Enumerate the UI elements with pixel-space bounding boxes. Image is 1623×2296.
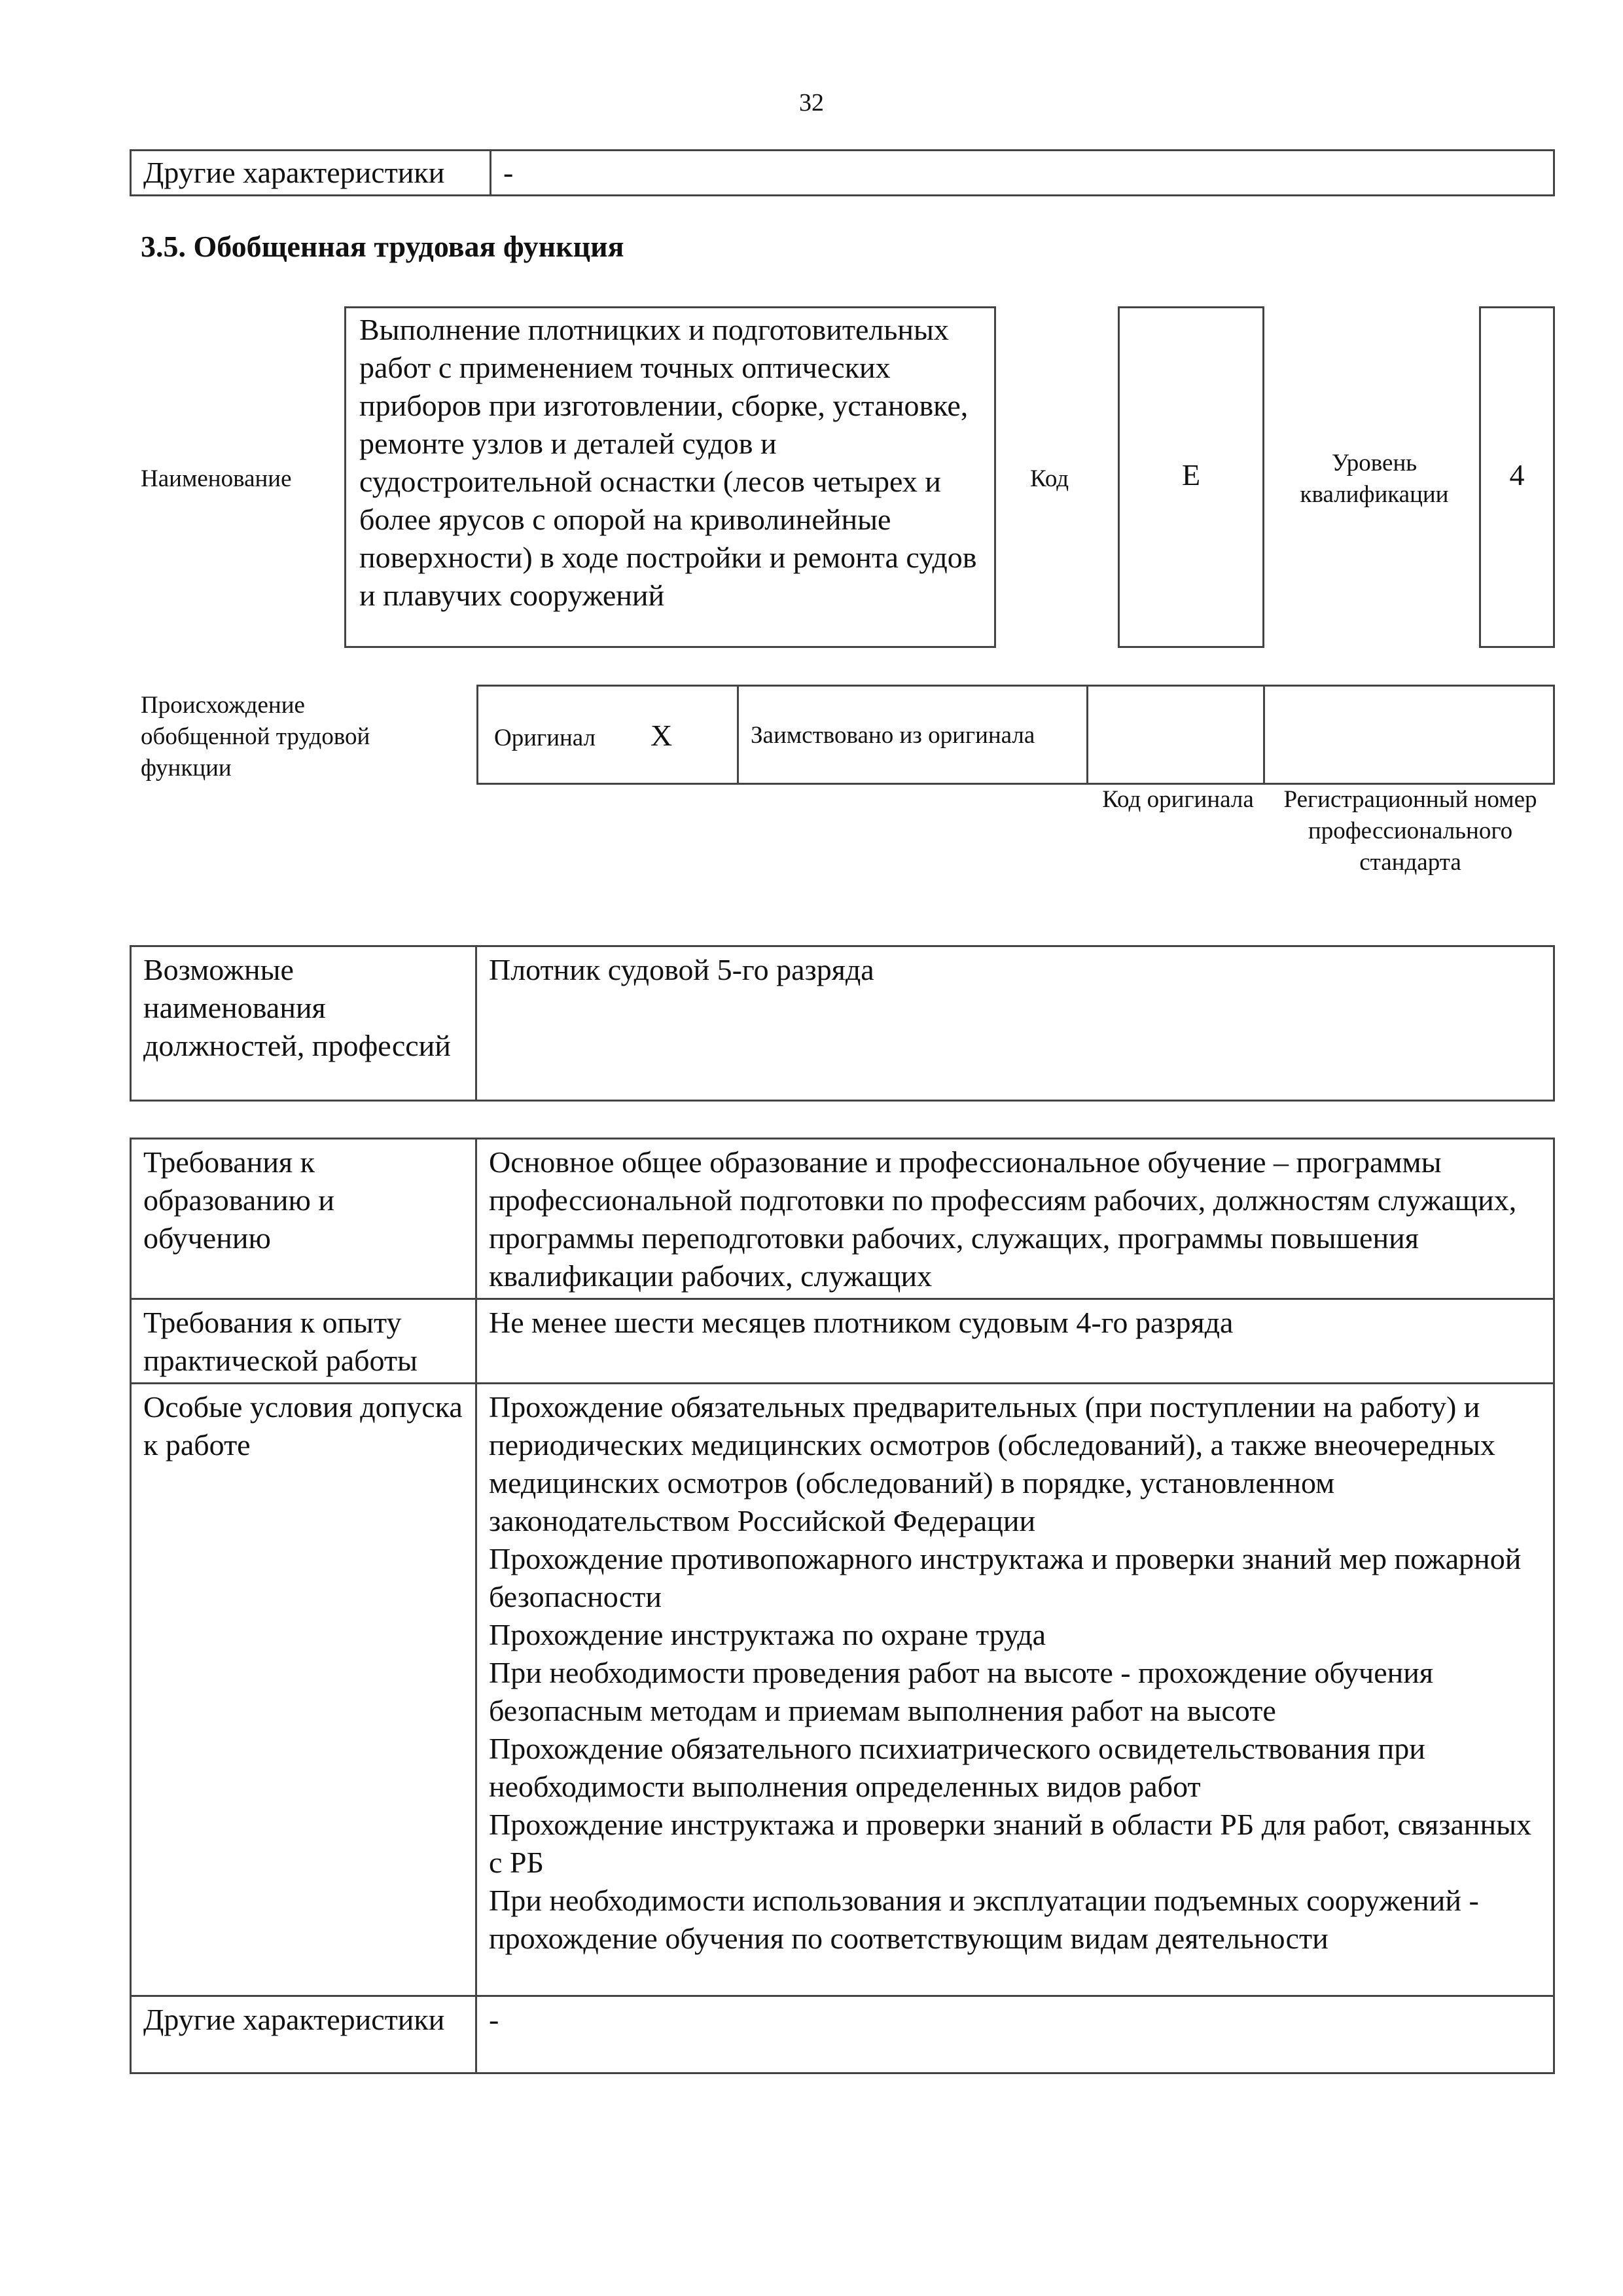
positions-value: Плотник судовой 5-го разряда — [476, 946, 1554, 1101]
other-characteristics-label: Другие характеристики — [131, 1996, 476, 2073]
positions-label: Возможные наименования должностей, профессий — [131, 946, 476, 1101]
other-characteristics-line: - — [489, 2003, 499, 2036]
experience-label: Требования к опыту практической работы — [131, 1299, 476, 1384]
code-label: Код — [1030, 465, 1069, 492]
borrowed-label: Заимствовано из оригинала — [738, 686, 1088, 784]
admission-line: Прохождение обязательных предварительных (при поступлении на работу) и периодических медицинских осмотров (обследований), а также внеочередных медицинских осмотров (обследований) в порядке, установленном законодательством Российской Федерации — [489, 1390, 1495, 1537]
origin-table — [476, 685, 1555, 785]
admission-line: Прохождение противопожарного инструктажа и проверки знаний мер пожарной безопасности — [489, 1542, 1522, 1613]
table-row — [131, 1384, 1554, 1996]
admission-line: Прохождение обязательного психиатрического освидетельствования при необходимости выполнения определенных видов работ — [489, 1732, 1425, 1803]
education-label: Требования к образованию и обучению — [131, 1139, 476, 1299]
origin-label: Происхождение обобщенной трудовой функции — [141, 692, 370, 781]
code-original-caption: Код оригинала — [1102, 786, 1254, 813]
education-value — [476, 1139, 1554, 1299]
level-box — [1479, 306, 1555, 648]
admission-line: При необходимости проведения работ на высоте - прохождение обучения безопасным методам и приемам выполнения работ на высоте — [489, 1656, 1434, 1727]
education-line: Основное общее образование и профессиональное обучение – программы профессиональной подготовки по профессиям рабочих, должностям служащих, программы переподготовки рабочих, служащих, программы повышения квалификации рабочих, служащих — [489, 1145, 1517, 1293]
positions-table — [130, 945, 1555, 1102]
admission-value — [476, 1384, 1554, 1996]
origin-code-cell — [1088, 686, 1264, 784]
admission-label: Особые условия допуска к работе — [131, 1384, 476, 1996]
origin-reg-cell — [1264, 686, 1554, 784]
function-name-box — [344, 306, 996, 648]
page-number: 32 — [799, 89, 824, 117]
top-other-value: - — [491, 151, 1554, 196]
top-other-label: Другие характеристики — [131, 151, 491, 196]
function-name-text: Выполнение плотницких и подготовительных работ с применением точных оптических приборов при изготовлении, сборке, установке, ремонте узлов и деталей судов и судостроительной оснастки (лесов четырех и более ярусов с опорой на криволинейные поверхности) в ходе постройки и ремонта судов и плавучих сооружений — [359, 313, 977, 612]
code-value: E — [1181, 458, 1201, 492]
experience-value — [476, 1299, 1554, 1384]
origin-original-cell — [478, 686, 738, 784]
level-label: Уровень квалификации — [1300, 450, 1449, 508]
admission-line: При необходимости использования и эксплуатации подъемных сооружений - прохождение обучения по соответствующим видам деятельности — [489, 1884, 1479, 1955]
other-characteristics-value — [476, 1996, 1554, 2073]
code-box — [1118, 306, 1264, 648]
level-value: 4 — [1509, 458, 1525, 492]
experience-line: Не менее шести месяцев плотником судовым 4-го разряда — [489, 1306, 1234, 1339]
requirements-table — [130, 1138, 1555, 2074]
original-label: Оригинал — [494, 724, 596, 751]
table-row — [131, 1299, 1554, 1384]
name-label: Наименование — [141, 465, 292, 492]
section-title: 3.5. Обобщенная трудовая функция — [141, 230, 624, 263]
original-mark: X — [651, 718, 673, 752]
table-row — [131, 1139, 1554, 1299]
admission-line: Прохождение инструктажа и проверки знаний в области РБ для работ, связанных с РБ — [489, 1808, 1532, 1879]
table-row — [131, 1996, 1554, 2073]
reg-number-caption: Регистрационный номер профессионального стандарта — [1283, 786, 1537, 876]
admission-line: Прохождение инструктажа по охране труда — [489, 1618, 1046, 1651]
top-characteristics-table — [130, 149, 1555, 196]
